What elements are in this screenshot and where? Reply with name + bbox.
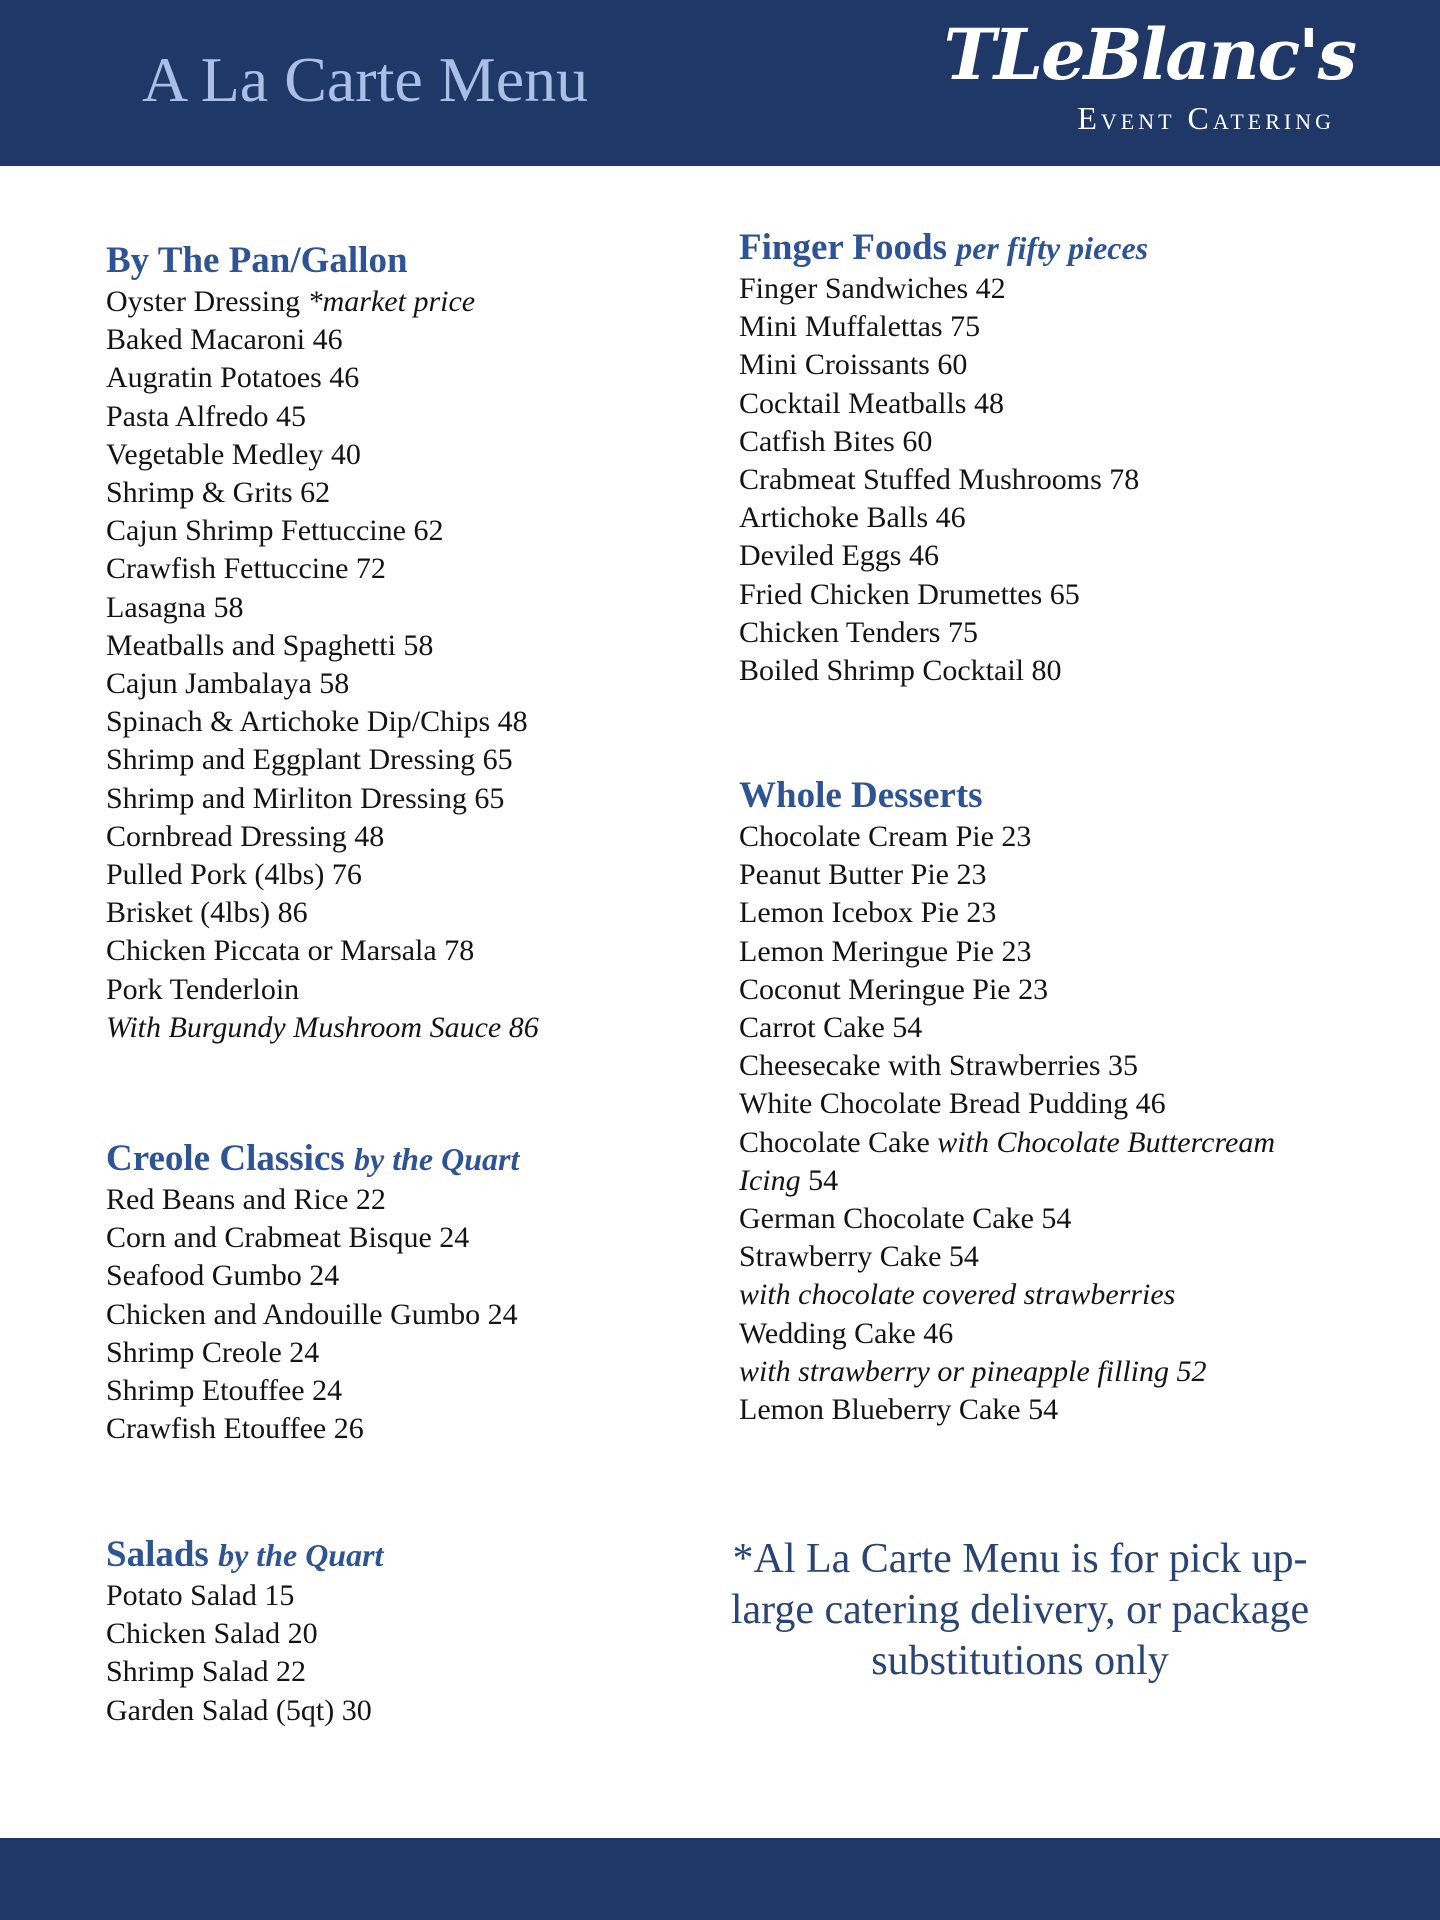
menu-item-text: Cajun Jambalaya 58 <box>106 667 350 701</box>
section-title <box>739 776 1275 816</box>
pickup-note <box>680 1534 1360 1687</box>
section-subtitle: by the Quart <box>218 1537 384 1573</box>
menu-item <box>106 894 539 932</box>
menu-item <box>739 818 1275 856</box>
menu-item-text: Lemon Icebox Pie 23 <box>739 896 997 930</box>
menu-item <box>106 1296 519 1334</box>
menu-item <box>106 932 539 970</box>
menu-item-text: Lemon Blueberry Cake 54 <box>739 1393 1059 1427</box>
menu-item-list <box>106 283 539 1047</box>
menu-item <box>739 1315 1275 1353</box>
note-line: large catering delivery, or package <box>730 1587 1310 1633</box>
menu-item-text: Shrimp Creole 24 <box>106 1335 320 1369</box>
menu-item-text: Chicken Piccata or Marsala 78 <box>106 934 475 968</box>
menu-item-text: Catfish Bites 60 <box>739 424 933 458</box>
logo-script-text: TLeBlanc's <box>943 13 1355 96</box>
company-logo <box>943 13 1365 140</box>
menu-item-text: Red Beans and Rice 22 <box>106 1183 386 1216</box>
menu-item-text: Pork Tenderloin <box>106 972 300 1006</box>
menu-item-text: Chicken and Andouille Gumbo 24 <box>106 1297 518 1331</box>
section-title <box>106 1535 383 1575</box>
menu-item-text: Pulled Pork (4lbs) 76 <box>106 858 362 892</box>
menu-item <box>739 1047 1275 1085</box>
menu-item <box>106 741 539 779</box>
menu-item-text: Lemon Meringue Pie 23 <box>739 934 1032 968</box>
menu-item <box>739 499 1148 537</box>
menu-item <box>739 576 1148 614</box>
menu-item <box>739 1353 1275 1391</box>
menu-item-text: German Chocolate Cake 54 <box>739 1202 1072 1236</box>
menu-item-text: Shrimp and Mirliton Dressing 65 <box>106 781 505 815</box>
menu-item <box>739 1391 1275 1429</box>
menu-item-text: Spinach & Artichoke Dip/Chips 48 <box>106 705 528 739</box>
menu-item-note: Icing <box>739 1163 801 1197</box>
section-subtitle: by the Quart <box>354 1141 520 1177</box>
menu-item <box>739 423 1148 461</box>
menu-item-text: White Chocolate Bread Pudding 46 <box>739 1087 1166 1121</box>
menu-item-text: Chocolate Cake <box>739 1125 938 1159</box>
section-title-text: By The Pan/Gallon <box>106 240 408 281</box>
section-title <box>106 1139 519 1179</box>
section-title-text: Finger Foods <box>739 227 947 268</box>
menu-item <box>739 461 1148 499</box>
menu-item <box>106 780 539 818</box>
menu-item <box>739 385 1148 423</box>
menu-item <box>106 818 539 856</box>
menu-item <box>106 398 539 436</box>
footer-bar <box>0 1838 1440 1920</box>
menu-item <box>739 933 1275 971</box>
menu-item-text: Shrimp Salad 22 <box>106 1655 306 1689</box>
menu-item-text: Corn and Crabmeat Bisque 24 <box>106 1221 470 1255</box>
menu-item-list <box>106 1577 383 1730</box>
menu-item <box>106 627 539 665</box>
section-whole-desserts <box>739 776 1275 1429</box>
note-line: substitutions only <box>871 1638 1169 1684</box>
section-creole-classics <box>106 1139 519 1448</box>
menu-item <box>739 1162 1275 1200</box>
menu-item-text: Brisket (4lbs) 86 <box>106 896 308 930</box>
menu-item-list <box>739 270 1148 690</box>
menu-item-text: Artichoke Balls 46 <box>739 501 966 535</box>
menu-item <box>739 1238 1275 1276</box>
menu-item-text: Mini Muffalettas 75 <box>739 310 981 344</box>
menu-item-note: with Chocolate Buttercream <box>937 1125 1276 1159</box>
menu-item <box>739 1124 1275 1162</box>
menu-item <box>106 589 539 627</box>
menu-item-text: Coconut Meringue Pie 23 <box>739 972 1049 1006</box>
menu-item-text: Crabmeat Stuffed Mushrooms 78 <box>739 463 1140 497</box>
menu-item-text: Seafood Gumbo 24 <box>106 1259 340 1293</box>
menu-item-text: Augratin Potatoes 46 <box>106 361 360 395</box>
menu-item <box>106 1692 383 1730</box>
menu-item <box>739 537 1148 575</box>
menu-item-text: Pasta Alfredo 45 <box>106 399 306 433</box>
menu-item-text: Wedding Cake 46 <box>739 1316 954 1350</box>
menu-item <box>106 1615 383 1653</box>
menu-item-text: Cheesecake with Strawberries 35 <box>739 1049 1139 1083</box>
menu-item <box>106 1653 383 1691</box>
menu-item <box>106 1219 519 1257</box>
menu-item <box>739 856 1275 894</box>
menu-item-text: Chocolate Cream Pie 23 <box>739 820 1032 853</box>
page-title: A La Carte Menu <box>142 44 589 115</box>
menu-item-text: Deviled Eggs 46 <box>739 539 939 573</box>
menu-item-text: Baked Macaroni 46 <box>106 323 343 357</box>
menu-item <box>106 1577 383 1615</box>
menu-item <box>739 346 1148 384</box>
menu-item-text: Lasagna 58 <box>106 590 244 624</box>
menu-item <box>106 436 539 474</box>
section-title <box>739 228 1148 268</box>
menu-item-text: Cajun Shrimp Fettuccine 62 <box>106 514 444 548</box>
menu-item-text: Mini Croissants 60 <box>739 348 968 382</box>
section-title-text: Salads <box>106 1534 209 1575</box>
menu-item-text: Vegetable Medley 40 <box>106 437 361 471</box>
menu-item <box>739 894 1275 932</box>
menu-item-text: Potato Salad 15 <box>106 1579 295 1612</box>
section-by-the-pan <box>106 241 539 1047</box>
menu-item <box>739 1200 1275 1238</box>
menu-item <box>106 703 539 741</box>
menu-item <box>106 1410 519 1448</box>
menu-item-list <box>106 1181 519 1448</box>
menu-item <box>106 1257 519 1295</box>
section-title-text: Whole Desserts <box>739 775 983 816</box>
menu-item-text: Chicken Salad 20 <box>106 1617 318 1651</box>
menu-item-text: Garden Salad (5qt) 30 <box>106 1693 372 1727</box>
menu-item-text: Crawfish Etouffee 26 <box>106 1412 364 1446</box>
menu-item-text: Crawfish Fettuccine 72 <box>106 552 386 586</box>
menu-item-text: Cocktail Meatballs 48 <box>739 386 1004 420</box>
menu-item-note: with chocolate covered strawberries <box>739 1278 1176 1312</box>
menu-item-list <box>739 818 1275 1429</box>
menu-item <box>106 1009 539 1047</box>
logo-subtitle: Event Catering <box>1077 100 1335 136</box>
menu-item <box>106 971 539 1009</box>
menu-item <box>106 1334 519 1372</box>
menu-item <box>106 283 539 321</box>
menu-item <box>739 1276 1275 1314</box>
menu-item <box>106 1181 519 1219</box>
menu-item-text: Shrimp Etouffee 24 <box>106 1374 343 1408</box>
menu-item-text: Fried Chicken Drumettes 65 <box>739 577 1080 611</box>
menu-item-text: Shrimp & Grits 62 <box>106 476 331 510</box>
section-title-text: Creole Classics <box>106 1138 345 1179</box>
menu-item-note: With Burgundy Mushroom Sauce 86 <box>106 1010 539 1044</box>
menu-item <box>106 1372 519 1410</box>
header-bar <box>0 0 1440 166</box>
menu-item <box>106 321 539 359</box>
menu-item <box>106 550 539 588</box>
menu-item <box>106 474 539 512</box>
menu-item-text: Oyster Dressing <box>106 285 308 318</box>
section-subtitle: per fifty pieces <box>956 230 1149 266</box>
menu-item-text: Chicken Tenders 75 <box>739 615 978 649</box>
menu-item-text: Cornbread Dressing 48 <box>106 819 385 853</box>
menu-item <box>106 512 539 550</box>
menu-item <box>739 270 1148 308</box>
section-finger-foods <box>739 228 1148 690</box>
menu-item-note: *market price <box>307 285 476 318</box>
menu-item-price: 54 <box>800 1163 839 1197</box>
menu-item <box>106 856 539 894</box>
menu-item <box>739 614 1148 652</box>
menu-item-text: Finger Sandwiches 42 <box>739 272 1006 305</box>
section-title <box>106 241 539 281</box>
menu-item-text: Meatballs and Spaghetti 58 <box>106 628 434 662</box>
menu-item-text: Shrimp and Eggplant Dressing 65 <box>106 743 513 777</box>
note-line: *Al La Carte Menu is for pick up- <box>732 1536 1308 1582</box>
menu-item <box>739 308 1148 346</box>
menu-item-text: Strawberry Cake 54 <box>739 1240 979 1274</box>
menu-item-text: Peanut Butter Pie 23 <box>739 858 987 892</box>
menu-item <box>739 652 1148 690</box>
menu-item <box>739 1085 1275 1123</box>
section-salads <box>106 1535 383 1730</box>
menu-item-text: Boiled Shrimp Cocktail 80 <box>739 654 1062 688</box>
menu-item <box>106 359 539 397</box>
menu-item <box>739 1009 1275 1047</box>
menu-item <box>106 665 539 703</box>
menu-item-note: with strawberry or pineapple filling 52 <box>739 1354 1207 1388</box>
menu-item <box>739 971 1275 1009</box>
menu-item-text: Carrot Cake 54 <box>739 1011 923 1045</box>
